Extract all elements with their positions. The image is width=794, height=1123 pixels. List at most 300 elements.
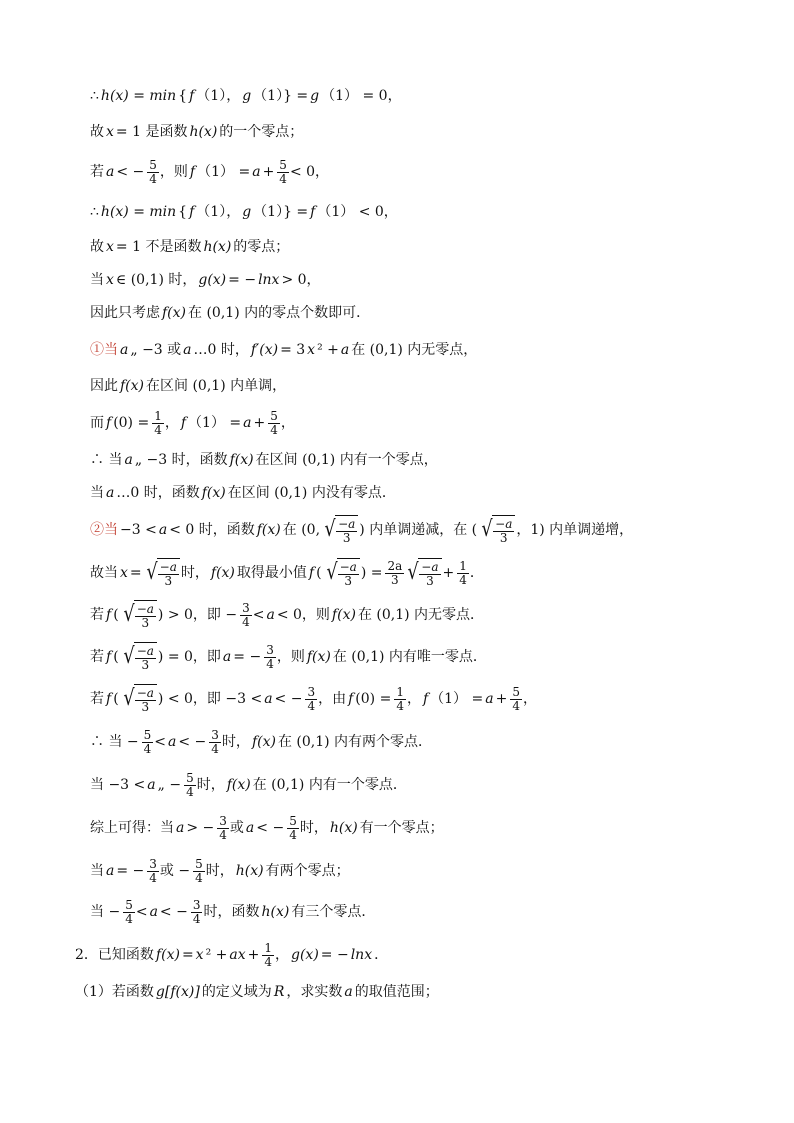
fraction-denominator: 3 <box>499 530 508 545</box>
fraction-numerator: 3 <box>149 856 157 871</box>
text-segment: 在 (0,1) 内有唯一零点． <box>332 649 487 665</box>
math-symbol: a <box>183 342 192 358</box>
text-segment: ) = <box>360 565 383 581</box>
fraction <box>142 729 154 756</box>
fraction-denominator: 4 <box>154 422 162 437</box>
text-segment: + <box>495 691 508 707</box>
text-segment: 若 <box>90 164 104 180</box>
text-segment: (0) = <box>355 691 392 707</box>
text-segment: 而 <box>90 415 104 431</box>
radicand <box>418 558 441 588</box>
item-marker: ②当 <box>90 522 118 538</box>
text-segment: ，由 <box>318 691 347 707</box>
fraction <box>135 687 156 714</box>
math-symbol: a <box>149 904 158 920</box>
math-symbol: lnx <box>258 272 280 288</box>
fraction-numerator: 5 <box>270 408 278 423</box>
square-root <box>480 515 515 545</box>
math-symbol: h(x) <box>261 904 290 920</box>
fraction-denominator: 4 <box>264 954 272 969</box>
text-segment: 的零点； <box>233 239 290 255</box>
fraction-numerator: 5 <box>143 727 152 742</box>
text-segment: 时， <box>299 820 328 836</box>
fraction-numerator: −a <box>159 559 177 574</box>
fraction-numerator: 5 <box>512 684 520 699</box>
text-segment: = <box>181 947 194 963</box>
math-symbol: a <box>245 820 255 836</box>
math-symbol: a <box>243 415 252 431</box>
text-segment: ² + <box>317 342 339 358</box>
text-segment: 因此只考虑 <box>90 305 160 321</box>
text-segment: < − <box>159 904 188 920</box>
radical-sign-icon: √ <box>325 560 338 585</box>
text-segment: 当 − <box>90 904 121 920</box>
radical-sign-icon: √ <box>123 686 135 711</box>
text-segment: = 3 <box>280 342 306 358</box>
text-segment: < <box>252 607 265 623</box>
fraction-denominator: 3 <box>141 615 150 630</box>
math-symbol: g(x) <box>198 272 227 288</box>
math-symbol: a <box>158 522 168 538</box>
text-segment: ( <box>316 565 322 581</box>
text-segment: = − <box>228 272 257 288</box>
fraction <box>385 560 404 587</box>
math-symbol: x <box>106 272 114 288</box>
fraction <box>123 899 135 926</box>
fraction <box>135 645 156 672</box>
math-symbol: x <box>120 565 128 581</box>
fraction-denominator: 4 <box>149 870 157 885</box>
math-symbol: a <box>222 649 232 665</box>
math-symbol: a <box>340 342 350 358</box>
text-segment: ∴ 当 − <box>90 734 139 750</box>
math-symbol: h(x) <box>203 239 232 255</box>
text-segment: (0) = <box>113 415 150 431</box>
text-segment: ∴ 当 <box>90 452 123 468</box>
text-segment: （1） = <box>430 691 484 707</box>
text-segment: （1）} = <box>253 204 309 220</box>
fraction-numerator: 5 <box>195 856 203 871</box>
text-segment: > − <box>186 820 215 836</box>
math-symbol: g[f(x)] <box>155 984 200 1000</box>
text-segment: { <box>178 204 188 220</box>
text-segment: …0 时， <box>193 342 249 358</box>
radical-sign-icon: √ <box>481 517 493 542</box>
text-segment: = 1 不是函数 <box>115 239 202 255</box>
text-segment: 的取值范围； <box>354 984 439 1000</box>
fraction-denominator: 3 <box>391 572 399 587</box>
fraction-numerator: 5 <box>125 897 133 912</box>
text-segment: < 0 时，函数 <box>169 522 255 538</box>
text-segment: ， <box>164 415 179 431</box>
radical-sign-icon: √ <box>123 602 135 627</box>
text-segment: ( <box>113 607 119 623</box>
text-segment: 综上可得：当 <box>90 820 174 836</box>
text-line <box>90 854 352 888</box>
math-symbol: f <box>180 415 187 431</box>
math-symbol: h(x) <box>189 124 218 140</box>
fraction <box>419 561 440 588</box>
radicand <box>335 515 358 545</box>
text-segment: 因此 <box>90 378 118 394</box>
fraction <box>338 561 359 588</box>
square-root <box>323 515 358 545</box>
radicand <box>134 642 157 672</box>
fraction-numerator: 1 <box>396 684 404 699</box>
square-root <box>122 642 157 672</box>
math-symbol: a <box>120 342 129 358</box>
math-symbol: f(x) <box>162 305 187 321</box>
text-line <box>75 975 441 1009</box>
text-segment: （1）， <box>196 88 241 104</box>
fraction-denominator: 3 <box>426 573 434 588</box>
radicand <box>492 515 515 545</box>
text-segment: ) = 0，即 <box>157 649 221 665</box>
math-symbol: g <box>310 88 320 104</box>
math-symbol: f′(x) <box>250 342 279 358</box>
math-symbol: g <box>242 204 252 220</box>
math-symbol: x <box>106 124 114 140</box>
fraction-numerator: −a <box>136 643 154 658</box>
radicand <box>134 684 157 714</box>
fraction <box>147 858 159 885</box>
text-segment: 若 <box>90 607 104 623</box>
fraction <box>158 561 179 588</box>
fraction <box>135 603 156 630</box>
text-segment: 当 <box>90 272 104 288</box>
math-symbol: f <box>106 607 112 623</box>
text-segment: （1） = 0， <box>321 88 402 104</box>
text-segment: 的一个零点； <box>219 124 304 140</box>
fraction-denominator: 4 <box>149 171 157 186</box>
text-segment: 有一个零点； <box>359 820 444 836</box>
math-symbol: a <box>106 164 115 180</box>
text-line <box>75 938 390 972</box>
text-line <box>90 476 398 510</box>
math-symbol: a <box>106 863 115 879</box>
fraction <box>152 410 164 437</box>
math-symbol: g <box>242 88 252 104</box>
text-segment: 有两个零点； <box>265 863 350 879</box>
text-segment: ² + <box>205 947 228 963</box>
text-segment: < 0，则 <box>276 607 330 623</box>
radical-sign-icon: √ <box>324 517 336 542</box>
text-line <box>90 195 400 229</box>
fraction-denominator: 3 <box>141 657 150 672</box>
fraction-denominator: 4 <box>270 422 278 437</box>
fraction <box>305 686 317 713</box>
text-segment: 在区间 (0,1) 内有一个零点， <box>255 452 438 468</box>
square-root <box>122 684 157 714</box>
fraction <box>287 815 299 842</box>
fraction <box>510 686 522 713</box>
text-segment: 当 <box>90 485 104 501</box>
math-symbol: f(x) <box>210 565 235 581</box>
text-line <box>90 296 372 330</box>
radicand <box>134 600 157 630</box>
text-segment: ， <box>406 691 421 707</box>
text-segment: ，则 <box>276 649 305 665</box>
text-line <box>90 406 297 440</box>
text-segment: 若 <box>90 649 104 665</box>
text-segment: ． <box>469 565 484 581</box>
math-symbol: f(x) <box>120 378 145 394</box>
math-symbol: a <box>266 607 275 623</box>
fraction-denominator: 3 <box>164 573 173 588</box>
math-symbol: h(x) <box>235 863 264 879</box>
text-segment: 当 <box>90 863 104 879</box>
text-segment: 有三个零点． <box>291 904 376 920</box>
text-segment: ，求实数 <box>286 984 343 1000</box>
math-symbol: a <box>124 452 133 468</box>
text-segment: > 0， <box>281 272 321 288</box>
math-symbol: f(x) <box>331 607 356 623</box>
math-symbol: a <box>106 485 115 501</box>
math-symbol: f <box>189 88 195 104</box>
fraction-numerator: 3 <box>307 684 316 699</box>
fraction <box>457 560 469 587</box>
text-line <box>90 263 323 297</box>
text-segment: < <box>154 734 167 750</box>
fraction-numerator: −a <box>136 601 154 616</box>
text-segment: + <box>247 947 260 963</box>
text-segment: ) 内单调递减，在 ( <box>359 522 478 538</box>
text-segment: ，则 <box>159 164 188 180</box>
text-segment: …0 时，函数 <box>116 485 200 501</box>
math-symbol: x <box>195 947 204 963</box>
text-segment: ， <box>275 947 289 963</box>
fraction-denominator: 4 <box>125 911 133 926</box>
fraction <box>262 942 274 969</box>
fraction-numerator: 3 <box>266 642 274 657</box>
text-segment: （1）， <box>196 204 241 220</box>
text-segment: 2．已知函数 <box>75 947 154 963</box>
text-segment: 在 (0, <box>282 522 321 538</box>
fraction-numerator: −a <box>495 516 513 531</box>
math-symbol: f(x) <box>251 734 276 750</box>
text-segment: < 0， <box>289 164 330 180</box>
text-segment: ，1) 内单调递增， <box>516 522 634 538</box>
math-symbol: f <box>106 415 112 431</box>
fraction-denominator: 4 <box>512 698 520 713</box>
math-symbol: ax <box>229 947 246 963</box>
square-root <box>325 558 360 588</box>
fraction-denominator: 4 <box>242 614 250 629</box>
math-symbol: f(x) <box>256 522 281 538</box>
text-segment: < <box>135 904 148 920</box>
text-segment: ， <box>280 415 295 431</box>
radicand <box>337 558 360 588</box>
text-line <box>90 640 489 674</box>
text-segment: = − <box>233 649 262 665</box>
text-line <box>90 115 305 149</box>
math-symbol: lnx <box>350 947 373 963</box>
text-segment: ) > 0，即 − <box>157 607 238 623</box>
radical-sign-icon: √ <box>123 644 135 669</box>
fraction <box>191 899 203 926</box>
fraction-denominator: 4 <box>307 698 316 713</box>
math-symbol: f <box>106 691 112 707</box>
fraction-numerator: −a <box>339 559 357 574</box>
text-segment: 时，函数 <box>203 904 260 920</box>
math-symbol: g(x) <box>291 947 319 963</box>
text-segment: （1）} = <box>253 88 309 104</box>
text-segment: 故当 <box>90 565 118 581</box>
fraction-denominator: 3 <box>141 699 150 714</box>
text-line <box>90 768 409 802</box>
fraction-numerator: 5 <box>149 157 157 172</box>
text-segment: { <box>178 88 188 104</box>
text-segment: （1） < 0， <box>317 204 398 220</box>
text-segment: = − <box>116 863 145 879</box>
radical-sign-icon: √ <box>407 560 419 585</box>
text-segment: ( <box>113 649 119 665</box>
math-symbol: a <box>485 691 494 707</box>
fraction <box>264 644 276 671</box>
fraction-numerator: 3 <box>219 813 227 828</box>
fraction <box>193 858 205 885</box>
text-segment: ) < 0，即 −3 < <box>157 691 263 707</box>
fraction <box>493 518 514 545</box>
fraction <box>240 602 252 629</box>
text-segment: 当 −3 < <box>90 777 146 793</box>
text-segment: 在 (0,1) 内的零点个数即可． <box>188 305 371 321</box>
fraction <box>184 772 196 799</box>
text-segment: 故 <box>90 239 104 255</box>
text-line <box>90 513 635 547</box>
fraction-denominator: 4 <box>195 870 203 885</box>
fraction-numerator: 1 <box>264 940 272 955</box>
text-segment: 故 <box>90 124 104 140</box>
text-segment: + <box>442 565 455 581</box>
math-symbol: h(x) = min <box>100 88 177 104</box>
text-segment: = − <box>320 947 349 963</box>
math-symbol: a <box>168 734 177 750</box>
fraction-denominator: 4 <box>192 911 201 926</box>
text-segment: < − <box>178 734 207 750</box>
text-segment: = <box>129 565 142 581</box>
square-root <box>145 558 180 588</box>
fraction-denominator: 4 <box>219 827 227 842</box>
math-symbol: R <box>273 984 285 1000</box>
radical-sign-icon: √ <box>146 560 158 585</box>
math-symbol: f <box>106 649 112 665</box>
text-segment: 时， <box>196 777 225 793</box>
fraction-numerator: 5 <box>279 157 287 172</box>
math-symbol: h(x) <box>329 820 358 836</box>
fraction-numerator: 3 <box>192 897 201 912</box>
math-symbol: f(x) <box>229 452 254 468</box>
math-symbol: f <box>189 204 195 220</box>
fraction-numerator: 3 <box>242 600 250 615</box>
fraction-numerator: 2a <box>387 558 403 573</box>
text-segment: （1） = <box>188 415 242 431</box>
fraction-denominator: 4 <box>266 656 274 671</box>
text-line <box>90 556 486 590</box>
fraction-numerator: −a <box>136 685 154 700</box>
math-symbol: f(x) <box>155 947 180 963</box>
math-symbol: a <box>176 820 185 836</box>
text-line <box>90 598 486 632</box>
text-segment: 在区间 (0,1) 内没有零点． <box>227 485 396 501</box>
fraction-numerator: 3 <box>211 727 219 742</box>
math-symbol: f(x) <box>201 485 226 501</box>
fraction <box>217 815 229 842</box>
text-segment: ∴ <box>90 204 99 220</box>
text-segment: „ −3 或 <box>130 342 182 358</box>
text-line <box>90 725 434 759</box>
fraction <box>277 159 289 186</box>
text-line <box>90 369 288 403</box>
text-segment: 在区间 (0,1) 内单调， <box>146 378 287 394</box>
text-segment: 或 <box>229 820 244 836</box>
math-symbol: a <box>147 777 156 793</box>
text-segment: ． <box>374 947 389 963</box>
text-segment: 在 (0,1) 内无零点， <box>351 342 478 358</box>
fraction-numerator: 5 <box>289 813 297 828</box>
fraction-denominator: 3 <box>344 573 353 588</box>
fraction-denominator: 4 <box>143 741 152 756</box>
fraction-denominator: 4 <box>396 698 404 713</box>
fraction <box>209 729 221 756</box>
text-segment: 在 (0,1) 内有两个零点． <box>277 734 433 750</box>
text-segment: ∴ <box>90 88 99 104</box>
text-line <box>90 155 331 189</box>
text-line <box>90 79 404 113</box>
text-line <box>90 811 446 845</box>
text-segment: 若 <box>90 691 104 707</box>
math-symbol: f <box>348 691 354 707</box>
math-symbol: f <box>310 204 316 220</box>
text-segment: ( <box>113 691 119 707</box>
fraction-numerator: 1 <box>459 558 467 573</box>
text-segment: 时， <box>205 863 234 879</box>
text-segment: „ −3 时，函数 <box>134 452 228 468</box>
text-line <box>90 333 479 367</box>
text-segment: （1）若函数 <box>75 984 154 1000</box>
fraction <box>268 410 280 437</box>
text-segment: ， <box>522 691 537 707</box>
fraction-numerator: −a <box>421 559 439 574</box>
text-segment: 或 − <box>159 863 191 879</box>
text-line <box>90 230 291 264</box>
text-segment: < − <box>116 164 145 180</box>
text-line <box>90 895 377 929</box>
fraction-denominator: 3 <box>342 530 351 545</box>
square-root <box>406 558 441 588</box>
text-segment: < − <box>256 820 285 836</box>
text-segment: −3 < <box>120 522 157 538</box>
math-symbol: f <box>189 164 196 180</box>
math-symbol: x <box>106 239 114 255</box>
text-segment: < − <box>274 691 303 707</box>
text-segment: + <box>262 164 275 180</box>
fraction-numerator: 5 <box>186 770 194 785</box>
text-segment: （1） = <box>197 164 251 180</box>
fraction-numerator: −a <box>338 516 356 531</box>
fraction <box>394 686 406 713</box>
math-symbol: f(x) <box>306 649 331 665</box>
math-symbol: a <box>344 984 353 1000</box>
fraction <box>336 518 357 545</box>
fraction <box>147 159 159 186</box>
text-segment: 取得最小值 <box>236 565 307 581</box>
text-segment: 的定义域为 <box>201 984 272 1000</box>
fraction-denominator: 4 <box>459 572 467 587</box>
text-line <box>90 682 539 716</box>
text-segment: + <box>253 415 266 431</box>
fraction-denominator: 4 <box>279 171 287 186</box>
